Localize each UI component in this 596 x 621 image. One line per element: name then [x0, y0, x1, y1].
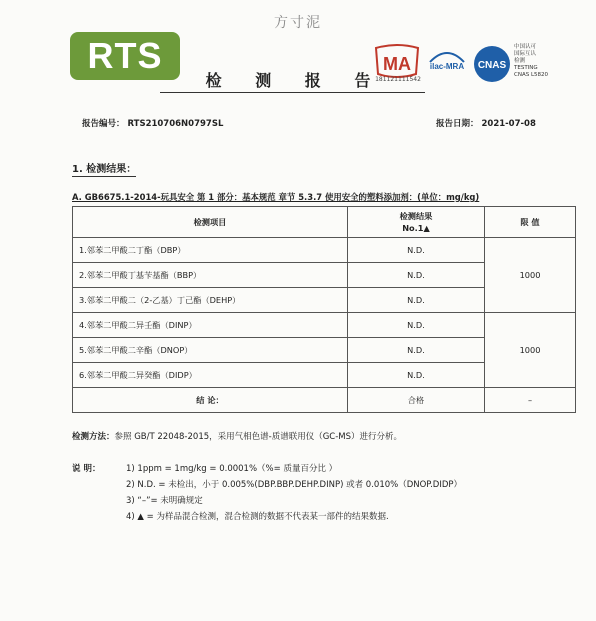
test-result: N.D. [348, 263, 485, 288]
test-item: 1.邻苯二甲酸二丁酯（DBP） [73, 238, 348, 263]
test-item: 5.邻苯二甲酸二辛酯（DNOP） [73, 338, 348, 363]
cnas-label: CNAS [477, 60, 507, 71]
report-number-value: RTS210706N0797SL [127, 119, 224, 129]
report-number [82, 117, 223, 129]
conclusion-limit: – [485, 388, 576, 413]
header-limit: 限 值 [485, 207, 576, 238]
test-result: N.D. [348, 338, 485, 363]
report-date-label: 报告日期： [436, 119, 479, 129]
test-item: 6.邻苯二甲酸二异癸酯（DIDP） [73, 363, 348, 388]
test-item: 2.邻苯二甲酸丁基苄基酯（BBP） [73, 263, 348, 288]
cnas-line: 中国认可 [514, 44, 537, 50]
test-result: N.D. [348, 313, 485, 338]
test-method-text: 参照 GB/T 22048-2015，采用气相色谱-质谱联用仪（GC-MS）进行分析。 [114, 432, 403, 442]
ilac-label: ilac-MRA [429, 62, 465, 71]
conclusion-row [73, 388, 576, 413]
cnas-line: 国际互认 [514, 51, 537, 57]
note-item: 2) N.D. = 未检出，小于 0.005%(DBP.BBP.DEHP.DINP) 或者 0.010%（DNOP.DIDP） [126, 480, 463, 490]
header-result-label: 检测结果 [399, 211, 433, 221]
report-number-label: 报告编号： [82, 119, 125, 129]
watermark-text: 方寸泥 [274, 15, 322, 31]
notes-label: 说 明： [72, 464, 101, 474]
limit-value: 1000 [485, 313, 576, 388]
test-result: N.D. [348, 238, 485, 263]
cma-number: 181121111542 [375, 76, 421, 83]
section-heading: 1. 检测结果： [72, 160, 136, 177]
cnas-line: TESTING [514, 65, 538, 71]
cnas-line: CNAS L5820 [514, 72, 549, 78]
test-method [72, 430, 402, 442]
report-date [436, 117, 536, 129]
test-method-label: 检测方法： [72, 432, 115, 442]
report-title: 检 测 报 告 [205, 71, 385, 90]
ilac-mra-logo-icon [426, 48, 468, 74]
cnas-logo-icon [472, 44, 512, 84]
svg-text:MA: MA [383, 54, 411, 74]
header-result [348, 207, 485, 238]
standard-title: A. GB6675.1-2014-玩具安全 第 1 部分：基本规范 章节 5.3.7 使用安全的塑料添加剂：(单位：mg/kg) [72, 192, 480, 202]
cnas-caption [514, 44, 554, 79]
test-result: N.D. [348, 363, 485, 388]
conclusion-value: 合格 [348, 388, 485, 413]
cnas-line: 检测 [514, 58, 526, 64]
header-item: 检测项目 [73, 207, 348, 238]
rts-logo: RTS [70, 32, 180, 80]
test-item: 4.邻苯二甲酸二异壬酯（DINP） [73, 313, 348, 338]
report-date-value: 2021-07-08 [481, 119, 536, 129]
note-item: 4) ▲ = 为样品混合检测，混合检测的数据不代表某一部件的结果数据. [126, 512, 389, 522]
conclusion-label: 结 论： [73, 388, 348, 413]
header-sample-label: No.1▲ [402, 223, 430, 233]
table-row [73, 313, 576, 338]
note-item: 1) 1ppm = 1mg/kg = 0.0001%（%= 质量百分比 ） [126, 464, 338, 474]
results-table [72, 206, 576, 413]
table-header-row [73, 207, 576, 238]
table-row [73, 238, 576, 263]
note-item: 3) “–”= 未明确规定 [126, 496, 203, 506]
title-underline [160, 92, 425, 93]
test-result: N.D. [348, 288, 485, 313]
test-item: 3.邻苯二甲酸二（2-乙基）丁己酯（DEHP） [73, 288, 348, 313]
limit-value: 1000 [485, 238, 576, 313]
